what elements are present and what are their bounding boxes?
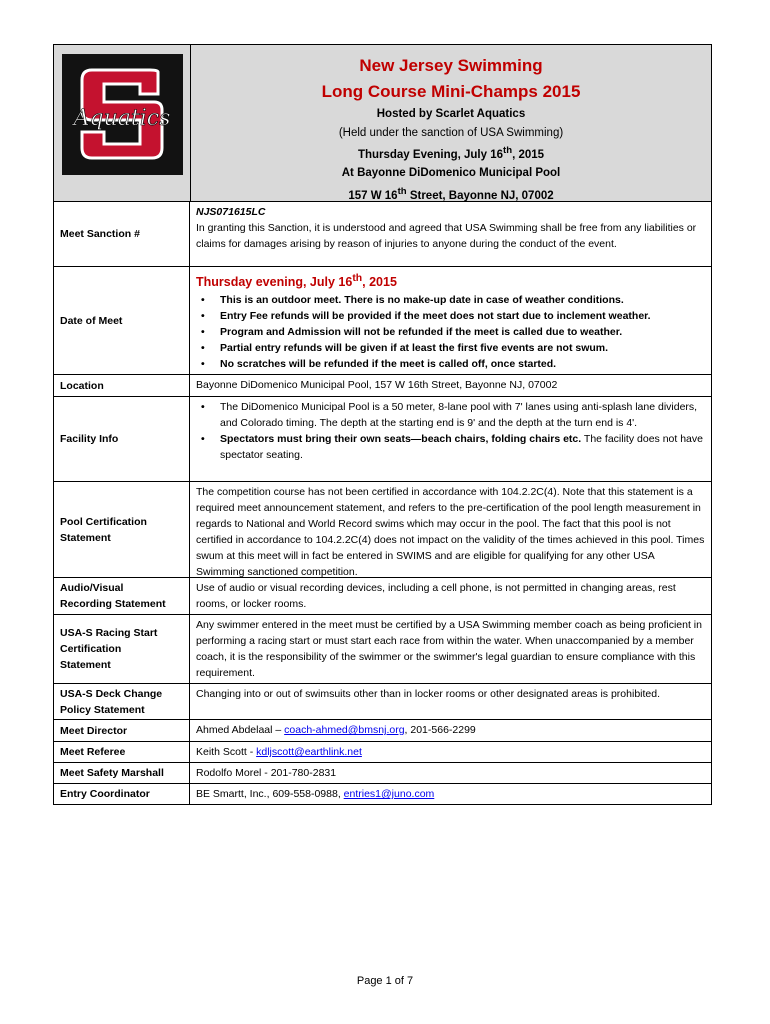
label-entry: Entry Coordinator — [54, 784, 190, 804]
row-date — [54, 267, 711, 375]
row-deck — [54, 684, 711, 720]
meet-title: New Jersey Swimming — [359, 56, 543, 75]
meet-info-table — [53, 44, 712, 805]
content-facility — [190, 397, 711, 481]
label-location: Location — [54, 375, 190, 396]
header-row — [54, 45, 711, 202]
content-director: Ahmed Abdelaal – coach-ahmed@bmsnj.org, 201-566-2299 — [196, 724, 476, 736]
row-facility — [54, 397, 711, 482]
deck-text: Changing into or out of swimsuits other than in locker rooms or other designated areas is prohibited. — [196, 688, 660, 700]
label-pool-cert: Pool Certification Statement — [54, 482, 190, 577]
audio-text: Use of audio or visual recording devices, including a cell phone, is not permitted in changing areas, rest rooms, or locker rooms. — [196, 582, 676, 610]
content-entry: BE Smartt, Inc., 609-558-0988, entries1@juno.com — [196, 788, 435, 800]
location-text: Bayonne DiDomenico Municipal Pool, 157 W 16th Street, Bayonne NJ, 07002 — [196, 379, 558, 391]
logo-cell — [54, 45, 191, 201]
content-date — [190, 267, 711, 374]
date-bullet: • Program and Admission will not be refunded if the meet is called due to weather. — [196, 324, 705, 340]
label-referee: Meet Referee — [54, 742, 190, 762]
logo-text: Aquatics — [73, 106, 171, 131]
facility-bullet: • Spectators must bring their own seats—beach chairs, folding chairs etc. The facility does not have spectator seating. — [196, 431, 705, 463]
row-racing — [54, 615, 711, 684]
label-safety: Meet Safety Marshall — [54, 763, 190, 783]
row-location — [54, 375, 711, 397]
label-audio: Audio/Visual Recording Statement — [54, 578, 190, 614]
row-pool-cert — [54, 482, 711, 578]
row-audio — [54, 578, 711, 615]
facility-bullets — [196, 399, 705, 463]
sanction-text: In granting this Sanction, it is understood and agreed that USA Swimming shall be free from any liabilities or claims for damages arising by reason of injuries to anyone during the conduct of the event. — [196, 222, 697, 250]
meet-subtitle: Long Course Mini-Champs 2015 — [321, 82, 581, 101]
referee-email-link[interactable]: kdljscott@earthlink.net — [256, 746, 362, 758]
label-facility: Facility Info — [54, 397, 190, 481]
sanction-note: (Held under the sanction of USA Swimming) — [338, 126, 564, 139]
meet-date-line: Thursday Evening, July 16th, 2015 — [357, 145, 545, 161]
label-director: Meet Director — [54, 720, 190, 741]
date-bullet: • Entry Fee refunds will be provided if the meet does not start due to inclement weather. — [196, 308, 705, 324]
entry-email-link[interactable]: entries1@juno.com — [343, 788, 435, 800]
sanction-number: NJS071615LC — [196, 206, 266, 218]
row-entry — [54, 784, 711, 804]
facility-bullet: • The DiDomenico Municipal Pool is a 50 meter, 8-lane pool with 7' lanes using anti-splash lane dividers, and Colorado timing. The depth at the starting end is 9' and the depth at the turn end is 4'. — [196, 399, 705, 431]
title-cell — [191, 45, 711, 201]
label-date: Date of Meet — [54, 267, 190, 374]
date-bullets — [196, 292, 705, 372]
row-referee — [54, 742, 711, 763]
racing-text: Any swimmer entered in the meet must be certified by a USA Swimming member coach as being proficient in performing a racing start or must start each race from within the water. When unaccompanied by a member coach, it is the responsibility of the swimmer or the swimmer's legal guardian to ensure compliance with this requirement. — [196, 619, 702, 679]
date-heading: Thursday evening, July 16th, 2015 — [196, 273, 397, 290]
logo-s-icon — [62, 54, 183, 175]
row-safety — [54, 763, 711, 784]
label-racing: USA-S Racing Start Certification Statement — [54, 615, 190, 683]
scarlet-aquatics-logo — [62, 54, 183, 175]
row-sanction — [54, 202, 711, 267]
content-referee: Keith Scott - kdljscott@earthlink.net — [196, 746, 362, 758]
pool-cert-text: The competition course has not been certified in accordance with 104.2.2C(4). Note that this statement is a required meet announcement statement, and refers to the pre-certification of the pool length measurement in regards to National and World Record swims which may occur in the pool. The fact that this pool is not certified in accordance to 104.2.2C(4) does not impact on the validity of the times achieved in this pool. Times swum at this meet will in fact be entered in SWIMS and are eligible for qualifying for any other USA Swimming sanctioned competition. — [196, 486, 705, 578]
label-sanction: Meet Sanction # — [54, 202, 190, 266]
row-director — [54, 720, 711, 742]
date-bullet: • No scratches will be refunded if the meet is called off, once started. — [196, 356, 705, 372]
content-sanction — [190, 202, 711, 266]
director-email-link[interactable]: coach-ahmed@bmsnj.org — [284, 724, 405, 736]
date-bullet: • This is an outdoor meet. There is no make-up date in case of weather conditions. — [196, 292, 705, 308]
safety-text: Rodolfo Morel - 201-780-2831 — [196, 767, 337, 779]
hosted-by: Hosted by Scarlet Aquatics — [376, 108, 526, 120]
label-deck: USA-S Deck Change Policy Statement — [54, 684, 190, 719]
date-bullet: • Partial entry refunds will be given if at least the first five events are not swum. — [196, 340, 705, 356]
address-line: 157 W 16th Street, Bayonne NJ, 07002 — [348, 185, 554, 202]
page-number: Page 1 of 7 — [356, 975, 414, 987]
venue-line: At Bayonne DiDomenico Municipal Pool — [341, 167, 561, 180]
